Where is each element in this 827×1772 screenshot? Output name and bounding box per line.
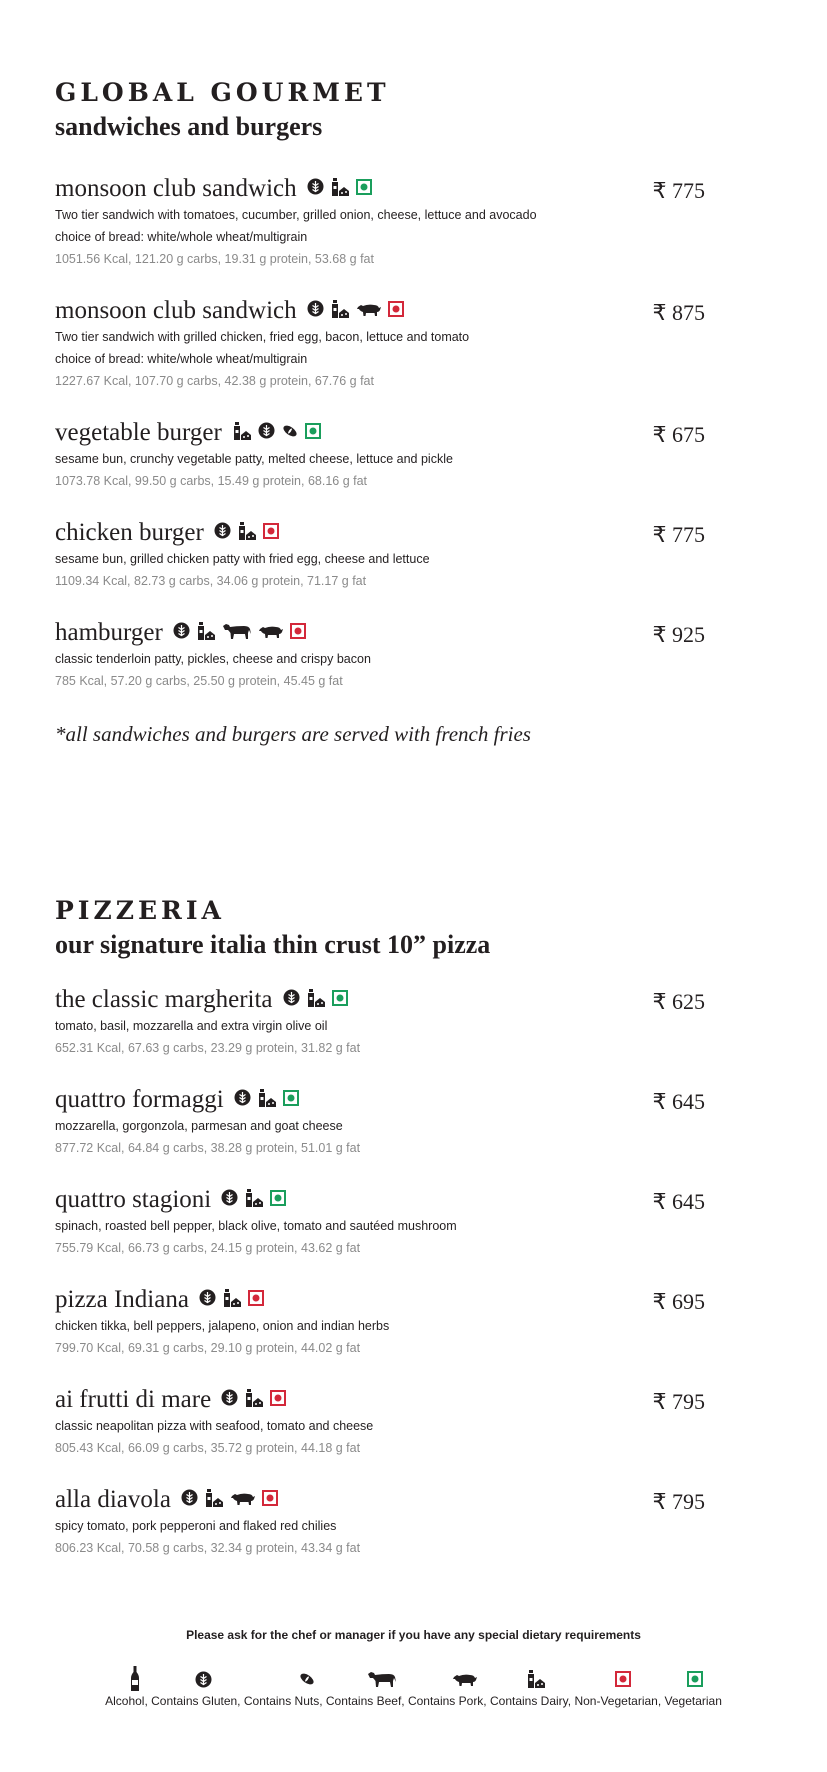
item-name: ai frutti di mare — [55, 1386, 212, 1413]
pork-icon — [452, 1665, 478, 1693]
dairy-icon — [222, 1288, 242, 1313]
veg-icon — [283, 1090, 299, 1111]
item-name: chicken burger — [55, 519, 204, 546]
item-price: ₹ 625 — [652, 989, 705, 1014]
item-nutrition: 805.43 Kcal, 66.09 g carbs, 35.72 g protein, 44.18 g fat — [55, 1441, 361, 1455]
dairy-icon — [204, 1488, 224, 1513]
diet-icons — [283, 988, 348, 1013]
item-description: Two tier sandwich with tomatoes, cucumber, grilled onion, cheese, lettuce and avocado — [55, 208, 537, 222]
nonveg-icon — [615, 1665, 631, 1693]
menu-item — [55, 1285, 705, 1359]
gluten-icon — [173, 622, 190, 644]
item-price: ₹ 795 — [652, 1389, 705, 1414]
nonveg-icon — [262, 1490, 278, 1511]
nonveg-icon — [270, 1390, 286, 1411]
fries-note: *all sandwiches and burgers are served with french fries — [55, 722, 531, 746]
item-nutrition: 806.23 Kcal, 70.58 g carbs, 32.34 g protein, 43.34 g fat — [55, 1541, 361, 1555]
veg-icon — [356, 179, 372, 200]
diet-icons — [232, 421, 321, 446]
item-description: tomato, basil, mozzarella and extra virgin olive oil — [55, 1019, 328, 1033]
section-global-gourmet — [55, 78, 705, 142]
item-name: quattro formaggi — [55, 1086, 224, 1113]
veg-icon — [332, 990, 348, 1011]
menu-item — [55, 518, 705, 592]
item-description: sesame bun, crunchy vegetable patty, melted cheese, lettuce and pickle — [55, 452, 453, 466]
nuts-icon — [298, 1665, 316, 1693]
item-price: ₹ 925 — [652, 622, 705, 647]
dairy-icon — [244, 1388, 264, 1413]
item-nutrition: 1073.78 Kcal, 99.50 g carbs, 15.49 g protein, 68.16 g fat — [55, 474, 368, 488]
item-description: mozzarella, gorgonzola, parmesan and goat cheese — [55, 1119, 343, 1133]
veg-icon — [687, 1665, 703, 1693]
item-description: spicy tomato, pork pepperoni and flaked red chilies — [55, 1519, 337, 1533]
item-nutrition: 785 Kcal, 57.20 g carbs, 25.50 g protein, 45.45 g fat — [55, 674, 343, 688]
item-description-2: choice of bread: white/whole wheat/multigrain — [55, 352, 308, 366]
section-pizzeria — [55, 896, 705, 960]
gluten-icon — [195, 1665, 212, 1693]
pork-icon — [356, 301, 382, 322]
gluten-icon — [199, 1289, 216, 1311]
item-name: quattro stagioni — [55, 1186, 212, 1213]
section-title: GLOBAL GOURMET — [55, 78, 390, 107]
menu-item — [55, 618, 705, 692]
diet-icons — [307, 177, 372, 202]
nonveg-icon — [263, 523, 279, 544]
item-nutrition: 1227.67 Kcal, 107.70 g carbs, 42.38 g protein, 67.76 g fat — [55, 374, 374, 388]
gluten-icon — [221, 1389, 238, 1411]
pork-icon — [230, 1490, 256, 1511]
section-subtitle: our signature italia thin crust 10” pizza — [55, 930, 491, 959]
pork-icon — [258, 623, 284, 644]
dairy-icon — [306, 988, 326, 1013]
item-name: monsoon club sandwich — [55, 297, 297, 324]
item-nutrition: 652.31 Kcal, 67.63 g carbs, 23.29 g protein, 31.82 g fat — [55, 1041, 361, 1055]
dairy-icon — [330, 299, 350, 324]
nonveg-icon — [290, 623, 306, 644]
menu-item — [55, 1085, 705, 1159]
dairy-icon — [526, 1665, 546, 1693]
item-price: ₹ 645 — [652, 1089, 705, 1114]
item-description: Two tier sandwich with grilled chicken, fried egg, bacon, lettuce and tomato — [55, 330, 470, 344]
dairy-icon — [244, 1188, 264, 1213]
menu-item — [55, 296, 705, 392]
item-price: ₹ 775 — [652, 178, 705, 203]
beef-icon — [367, 1665, 397, 1693]
diet-icons — [199, 1288, 264, 1313]
beef-icon — [222, 622, 252, 645]
veg-icon — [305, 423, 321, 444]
diet-icons — [173, 621, 306, 646]
diet-icons — [307, 299, 404, 324]
item-name: vegetable burger — [55, 419, 222, 446]
dairy-icon — [232, 421, 252, 446]
menu-item — [55, 174, 705, 270]
diet-icons — [234, 1088, 299, 1113]
diet-icons — [221, 1388, 286, 1413]
item-description-2: choice of bread: white/whole wheat/multigrain — [55, 230, 308, 244]
item-description: sesame bun, grilled chicken patty with fried egg, cheese and lettuce — [55, 552, 430, 566]
item-description: classic tenderloin patty, pickles, cheese and crispy bacon — [55, 652, 371, 666]
item-name: monsoon club sandwich — [55, 175, 297, 202]
item-name: pizza Indiana — [55, 1286, 189, 1313]
gluten-icon — [258, 422, 275, 444]
item-nutrition: 1109.34 Kcal, 82.73 g carbs, 34.06 g protein, 71.17 g fat — [55, 574, 367, 588]
item-price: ₹ 775 — [652, 522, 705, 547]
item-description: chicken tikka, bell peppers, jalapeno, onion and indian herbs — [55, 1319, 390, 1333]
veg-icon — [270, 1190, 286, 1211]
gluten-icon — [181, 1489, 198, 1511]
item-name: the classic margherita — [55, 986, 273, 1013]
section-title: PIZZERIA — [55, 896, 225, 925]
gluten-icon — [214, 522, 231, 544]
section-subtitle: sandwiches and burgers — [55, 112, 323, 141]
nonveg-icon — [248, 1290, 264, 1311]
item-price: ₹ 795 — [652, 1489, 705, 1514]
gluten-icon — [307, 178, 324, 200]
gluten-icon — [307, 300, 324, 322]
nonveg-icon — [388, 301, 404, 322]
item-description: spinach, roasted bell pepper, black olive, tomato and sautéed mushroom — [55, 1219, 457, 1233]
gluten-icon — [283, 989, 300, 1011]
menu-item — [55, 1185, 705, 1259]
menu-item — [55, 418, 705, 492]
menu-item — [55, 1485, 705, 1559]
nuts-icon — [281, 423, 299, 444]
item-price: ₹ 675 — [652, 422, 705, 447]
dairy-icon — [196, 621, 216, 646]
item-name: hamburger — [55, 619, 163, 646]
item-price: ₹ 645 — [652, 1189, 705, 1214]
diet-icons — [181, 1488, 278, 1513]
dairy-icon — [257, 1088, 277, 1113]
diet-icons — [214, 521, 279, 546]
item-nutrition: 877.72 Kcal, 64.84 g carbs, 38.28 g protein, 51.01 g fat — [55, 1141, 361, 1155]
menu-item — [55, 985, 705, 1059]
item-nutrition: 1051.56 Kcal, 121.20 g carbs, 19.31 g protein, 53.68 g fat — [55, 252, 374, 266]
item-price: ₹ 695 — [652, 1289, 705, 1314]
dairy-icon — [330, 177, 350, 202]
item-nutrition: 799.70 Kcal, 69.31 g carbs, 29.10 g protein, 44.02 g fat — [55, 1341, 361, 1355]
item-nutrition: 755.79 Kcal, 66.73 g carbs, 24.15 g protein, 43.62 g fat — [55, 1241, 361, 1255]
legend-icons — [0, 1665, 827, 1693]
item-name: alla diavola — [55, 1486, 171, 1513]
alcohol-icon — [130, 1665, 140, 1693]
item-description: classic neapolitan pizza with seafood, tomato and cheese — [55, 1419, 374, 1433]
gluten-icon — [234, 1089, 251, 1111]
dairy-icon — [237, 521, 257, 546]
item-price: ₹ 875 — [652, 300, 705, 325]
menu-item — [55, 1385, 705, 1459]
gluten-icon — [221, 1189, 238, 1211]
diet-icons — [221, 1188, 286, 1213]
dietary-note: Please ask for the chef or manager if you have any special dietary requirements — [186, 1628, 641, 1642]
legend-text: Alcohol, Contains Gluten, Contains Nuts, Contains Beef, Contains Pork, Contains Dairy, Non-Vegetarian, Vegetarian — [105, 1694, 722, 1708]
